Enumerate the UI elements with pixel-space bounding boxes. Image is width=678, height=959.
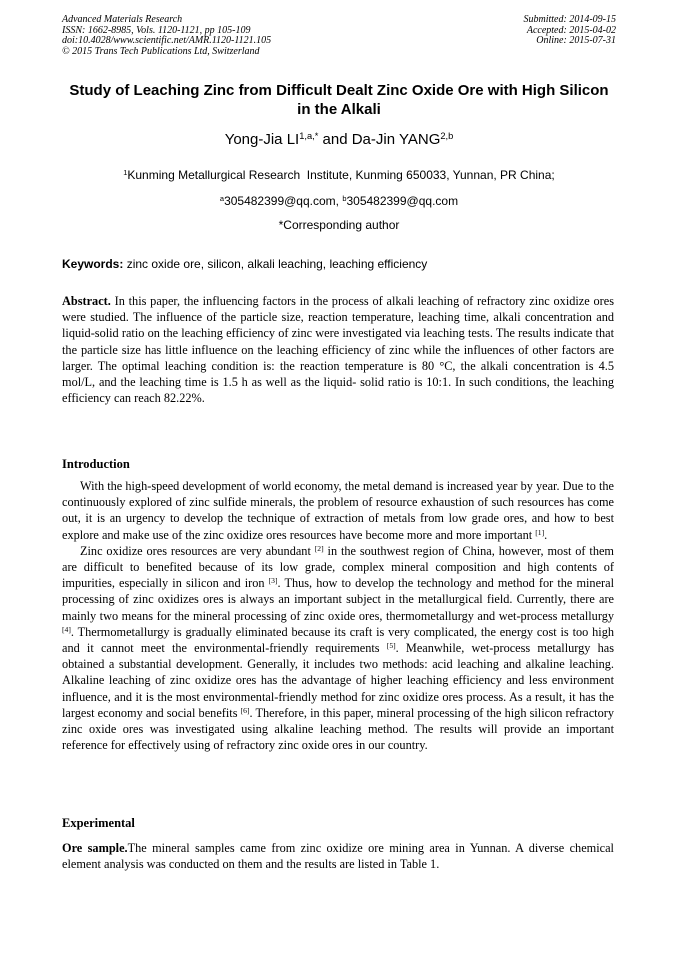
intro-p2-text-d: . Thermometallurgy is gradually eliminated because its craft is very complicated, the energy cost is too high and it cannot meet the environmental-friendly requirements [62, 624, 614, 656]
journal-header-left [62, 15, 271, 57]
intro-p2-text-a: Zinc oxidize ores resources are very abundant [80, 543, 315, 558]
journal-issn: ISSN: 1662-8985, Vols. 1120-1121, pp 105-109 [62, 24, 251, 36]
email-a: 305482399@qq.com, [224, 194, 343, 208]
ore-sample-text: The mineral samples came from zinc oxidize ore mining area in Yunnan. A diverse chemical element analysis was conducted on them and the results are listed in Table 1. [62, 841, 614, 872]
author-1-affiliation: 1,a,* [299, 130, 319, 141]
submitted-date: Submitted: 2014-09-15 [523, 14, 616, 25]
introduction-paragraph-1 [62, 478, 614, 543]
intro-p2-text-e: . Meanwhile, wet-process metallurgy has obtained a substantial development. Generally, it includes two methods: acid leaching and alkaline leaching. Alkaline leaching of zinc oxidize ores has the advantage of higher leaching efficiency and less environment influence, and it is the most environmental-friendly method for zinc oxidize ores process. As a result, it has the largest economy and social benefits [62, 641, 615, 720]
author-1: Yong-Jia LI [224, 131, 300, 148]
email-b-marker: b [342, 193, 347, 203]
author-line [62, 131, 616, 148]
online-date: Online: 2015-07-31 [536, 35, 616, 47]
citation-2: [2] [314, 543, 324, 553]
intro-p2-text-b: in the southwest region of China, however, most of them are difficult to benefited because of its low grade, complex mineral composition and high contents of impurities, especially in silicon and iron [62, 543, 614, 591]
corresponding-author: *Corresponding author [278, 218, 400, 232]
citation-1: [1] [535, 527, 545, 537]
author-emails [62, 194, 616, 208]
intro-p1-text: With the high-speed development of world economy, the metal demand is increased year by year. Due to the continuously explored of zinc sulfide minerals, the problem of resource exhaustion of such resources has come out, it is an urgency to develop the technique of extraction of metals from low grade ores, and how to best explore and make use of the zinc oxidize ores resources have become more and more important [62, 479, 614, 542]
author-2: Da-Jin YANG [351, 131, 441, 148]
accepted-date: Accepted: 2015-04-02 [526, 24, 616, 36]
intro-p2-text-c: . Thus, how to develop the technology and method for the mineral processing of zinc oxidizes ores is always an important subject in the metallurgical field. Currently, there are mainly two means for the mineral processing of zinc oxide ores, thermometallurgy and wet-process metallurgy [62, 576, 614, 623]
abstract-text: In this paper, the influencing factors in the process of alkali leaching of refractory zinc oxidize ores were studied. The influence of the particle size, reaction temperature, leaching time, alkali concentration and liquid-solid ratio on the leaching efficiency of zinc were investigated via leaching tests. The results indicate that the particle size has little influence on the leaching efficiency of zinc while the influences of other factors are larger. The optimal leaching condition is: the reaction temperature is 80 °C, the alkali concentration is 4.5 mol/L, and the leaching time is 1.5 h as well as the liquid- solid ratio is 10:1. In such conditions, the leaching efficiency can reach 82.22%. [62, 294, 614, 406]
citation-5: [5] [386, 640, 396, 650]
introduction-heading: Introduction [62, 457, 130, 471]
author-2-affiliation: 2,b [440, 130, 454, 141]
keywords-text: zinc oxide ore, silicon, alkali leaching, leaching efficiency [123, 257, 428, 271]
journal-header-right [524, 15, 617, 47]
affiliation-number: 1 [123, 167, 128, 177]
affiliation-text: Kunming Metallurgical Research Institute, Kunming 650033, Yunnan, PR China; [127, 168, 555, 182]
journal-doi: doi:10.4028/www.scientific.net/AMR.1120-1121.105 [62, 35, 272, 47]
intro-p2-text-f: . Therefore, in this paper, mineral processing of the high silicon refractory zinc oxide ores was investigated using alkaline leaching method. The results will provide an important reference for effectively using of refractory zinc oxide ores in our country. [62, 705, 614, 753]
citation-6: [6] [240, 705, 250, 715]
intro-p1-end: . [544, 527, 548, 542]
experimental-heading: Experimental [62, 816, 135, 830]
journal-name: Advanced Materials Research [62, 14, 183, 25]
abstract [62, 293, 614, 406]
journal-copyright: © 2015 Trans Tech Publications Ltd, Switzerland [62, 45, 260, 57]
email-a-marker: a [219, 193, 225, 203]
keywords [62, 257, 616, 271]
paper-title: Study of Leaching Zinc from Difficult Dealt Zinc Oxide Ore with High Silicon in the Alkali [69, 82, 609, 118]
affiliation [62, 168, 616, 182]
citation-3: [3] [268, 576, 278, 586]
abstract-label: Abstract. [62, 294, 111, 308]
author-conjunction: and [318, 131, 352, 148]
citation-4: [4] [62, 624, 71, 634]
ore-sample-label: Ore sample. [62, 841, 128, 855]
introduction-body [62, 478, 614, 753]
keywords-label: Keywords: [62, 257, 124, 271]
email-b: 305482399@qq.com [346, 194, 459, 208]
experimental-body [62, 840, 614, 872]
introduction-paragraph-2 [62, 543, 614, 754]
